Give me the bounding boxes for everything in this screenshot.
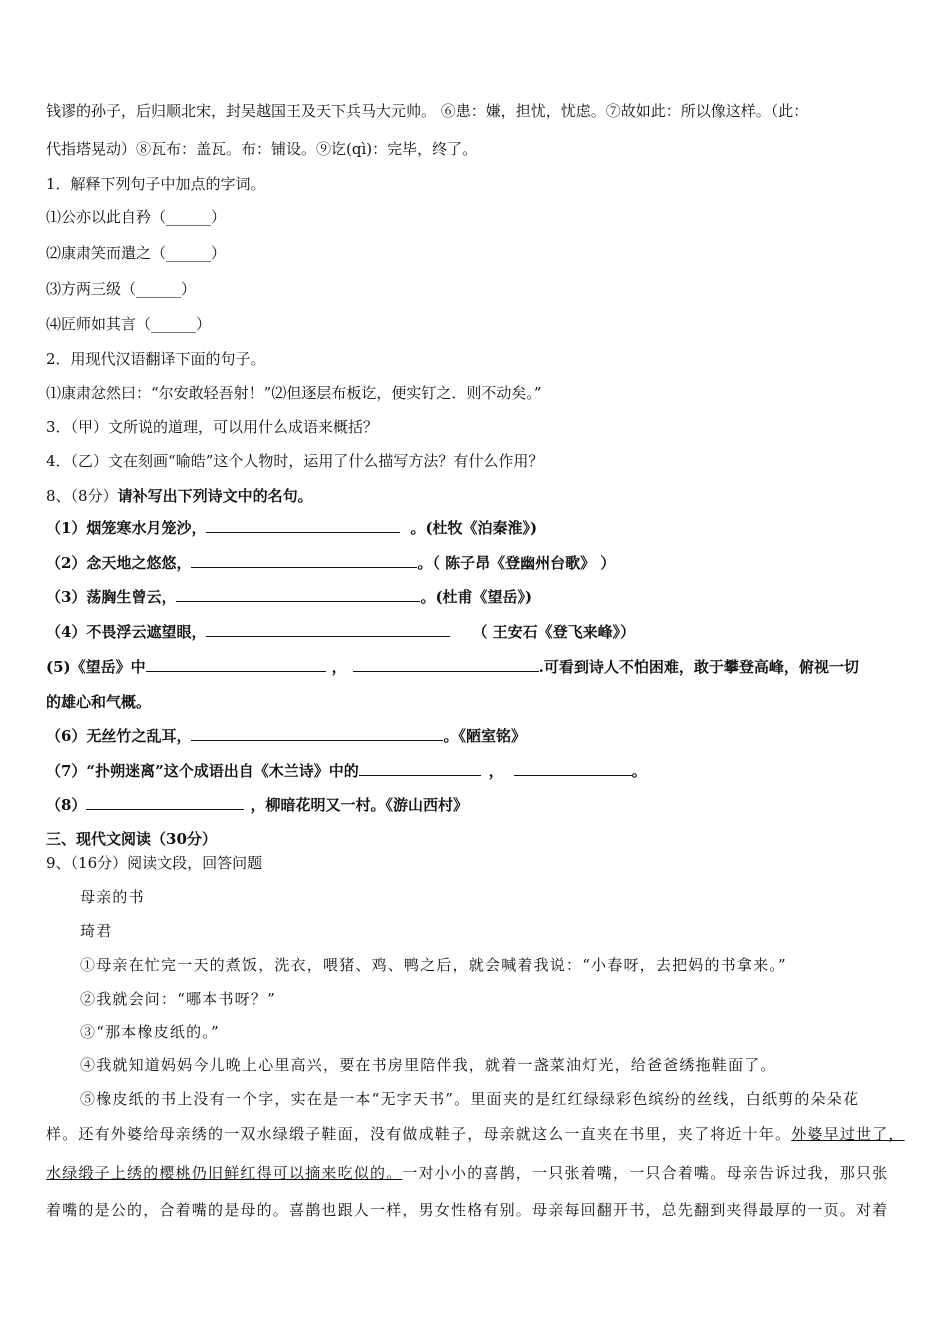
q2-text: ⑴康肃忿然曰：“尔安敢轻吾射！”⑵但逐层布板讫，便实钉之．则不动矣。” xyxy=(46,384,542,402)
underlined-sentence: 水绿缎子上绣的樱桃仍旧鲜红得可以摘来吃似的。 xyxy=(46,1164,403,1182)
paragraph-5-line-2 xyxy=(46,1124,905,1144)
q8-item-7 xyxy=(46,761,647,781)
q8-item-3 xyxy=(46,587,532,607)
paragraph-5-line-1: ⑤橡皮纸的书上没有一个字，实在是一本“无字天书”。里面夹的是红红绿绿彩色缤纷的丝线，白纸剪的朵朵花 xyxy=(80,1090,860,1108)
q8-item-8-tail: ，柳暗花明又一村。《游山西村》 xyxy=(250,796,468,814)
q8-item-1-lead: （1）烟笼寒水月笼沙， xyxy=(46,519,207,537)
q8-item-6-lead: （6）无丝竹之乱耳， xyxy=(46,727,192,745)
q8-item-2-lead: （2）念天地之悠悠， xyxy=(46,554,192,572)
q4-text: 4．（乙）文在刻画“喻皓”这个人物时，运用了什么描写方法？有什么作用？ xyxy=(46,452,544,470)
q8-item-7-comma: ， xyxy=(488,762,504,780)
answer-blank[interactable] xyxy=(191,553,417,568)
q8-item-3-source: 。(杜甫《望岳》) xyxy=(420,588,533,606)
q1-item-3: ⑶方两三级（______） xyxy=(46,280,197,298)
paragraph-5-line-4: 着嘴的是公的，合着嘴的是母的。喜鹊也跟人一样，男女性格有别。母亲每回翻开书，总先翻到夹得最厚的一页。对着 xyxy=(46,1201,889,1219)
answer-blank[interactable] xyxy=(353,657,539,672)
q8-item-8 xyxy=(46,795,468,815)
q1-item-2: ⑵康肃笑而遣之（______） xyxy=(46,244,227,262)
q1-item-4: ⑷匠师如其言（______） xyxy=(46,315,212,333)
paragraph-5-text: 样。还有外婆给母亲绣的一双水绿缎子鞋面，没有做成鞋子，母亲就这么一直夹在书里，夹了将近十年。 xyxy=(46,1125,792,1143)
footnote-line-1: 钱谬的孙子，后归顺北宋，封吴越国王及天下兵马大元帅。 ⑥患：嫌，担忧，忧虑。⑦故如此：所以像这样。（此： xyxy=(46,102,809,120)
q8-item-4 xyxy=(46,622,635,642)
q8-item-3-lead: （3）荡胸生曾云， xyxy=(46,588,177,606)
paragraph-5-text: 一对小小的喜鹊，一只张着嘴，一只合着嘴。母亲告诉过我，那只张 xyxy=(402,1164,889,1182)
q8-item-4-lead: （4）不畏浮云遮望眼， xyxy=(46,623,207,641)
paragraph-3: ③“那本橡皮纸的。” xyxy=(80,1023,220,1041)
q8-item-5-comma: ， xyxy=(331,658,347,676)
q1-title: 1．解释下列句子中加点的字词。 xyxy=(46,175,266,193)
q8-item-5 xyxy=(46,657,859,677)
answer-blank[interactable] xyxy=(206,518,400,533)
q8-title-text: 请补写出下列诗文中的名句。 xyxy=(117,487,313,505)
paragraph-4: ④我就知道妈妈今儿晚上心里高兴，要在书房里陪伴我，就着一盏菜油灯光，给爸爸绣拖鞋面了。 xyxy=(80,1056,777,1074)
q8-title xyxy=(46,486,313,506)
q3-text: 3．（甲）文所说的道理，可以用什么成语来概括？ xyxy=(46,418,379,436)
answer-blank[interactable] xyxy=(191,726,443,741)
q8-item-5-tail: .可看到诗人不怕困难，敢于攀登高峰，俯视一切 xyxy=(538,658,859,676)
q2-title: 2．用现代汉语翻译下面的句子。 xyxy=(46,350,266,368)
q8-item-6-source: 。《陋室铭》 xyxy=(443,727,526,745)
q8-item-5-cont: 的雄心和气概。 xyxy=(46,693,152,711)
q9-title: 9、（16分）阅读文段，回答问题 xyxy=(46,854,263,872)
answer-blank[interactable] xyxy=(359,761,481,776)
answer-blank[interactable] xyxy=(176,587,420,602)
q8-item-4-source: （ 王安石《登飞来峰》） xyxy=(472,623,636,641)
paragraph-1: ①母亲在忙完一天的煮饭，洗衣，喂猪、鸡、鸭之后，就会喊着我说：“小春呀，去把妈的书拿来。” xyxy=(80,956,787,974)
q1-item-1: ⑴公亦以此自矜（______） xyxy=(46,208,227,226)
section-heading: 三、现代文阅读（30分） xyxy=(46,830,217,848)
answer-blank[interactable] xyxy=(514,761,632,776)
q8-item-1-source: 。(杜牧《泊秦淮》) xyxy=(410,519,538,537)
paragraph-2: ②我就会问：“哪本书呀？” xyxy=(80,990,276,1008)
q8-item-7-end: 。 xyxy=(631,762,647,780)
q8-item-8-lead: （8） xyxy=(46,796,87,814)
answer-blank[interactable] xyxy=(146,657,326,672)
article-title: 母亲的书 xyxy=(80,888,145,906)
footnote-line-2: 代指塔晃动）⑧瓦布：盖瓦。布：铺设。⑨讫(qì)：完毕，终了。 xyxy=(46,140,478,158)
answer-blank[interactable] xyxy=(206,622,450,637)
q8-item-7-lead: （7）“扑朔迷离”这个成语出自《木兰诗》中的 xyxy=(46,762,359,780)
underlined-sentence: 外婆早过世了， xyxy=(791,1125,905,1143)
q8-title-prefix: 8、（8分） xyxy=(46,487,118,505)
paragraph-5-line-3 xyxy=(46,1163,888,1183)
q8-item-2-source: 。（ 陈子昂《登幽州台歌》 ） xyxy=(417,554,616,572)
q8-item-2 xyxy=(46,553,615,573)
q8-item-1 xyxy=(46,518,537,538)
article-author: 琦君 xyxy=(80,922,113,940)
answer-blank[interactable] xyxy=(86,795,244,810)
q8-item-6 xyxy=(46,726,526,746)
q8-item-5-lead: (5)《望岳》中 xyxy=(46,658,146,676)
